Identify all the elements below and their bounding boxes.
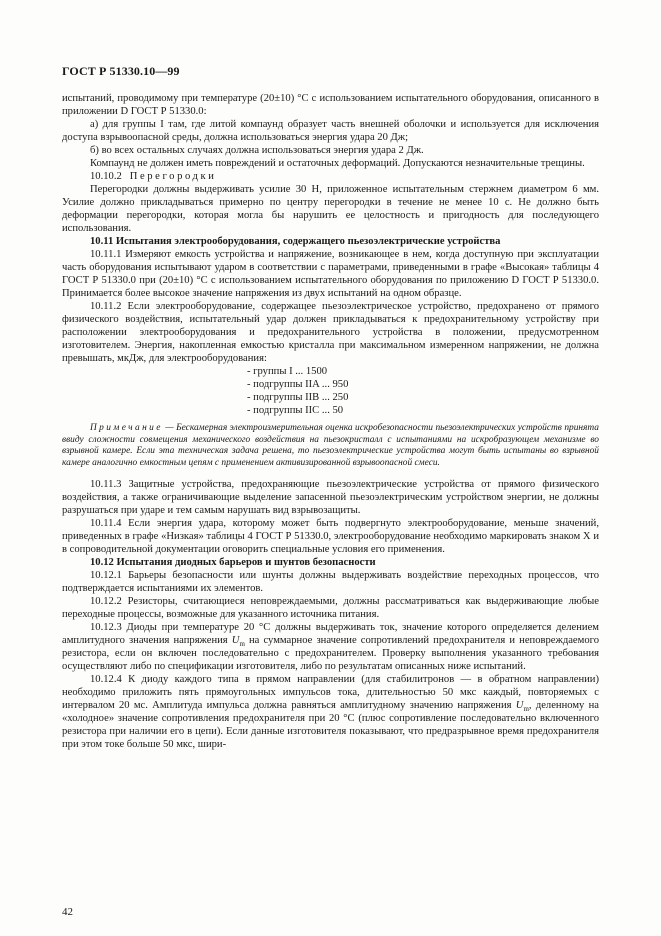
voltage-symbol: U [231, 634, 240, 646]
voltage-subscript: m [523, 704, 529, 713]
paragraph-text: на суммарное значение сопротивлений предохранителя и неповреждаемого резистора, если он включен последовательно с предохранителем. Проверку выполнения указанного требования осуществляют либо по спецификации изготовителя, либо по результатам описанных ниже испытаний. [62, 634, 599, 672]
paragraph: Перегородки должны выдерживать усилие 30 Н, приложенное испытательным стержнем диаметром 6 мм. Усилие должно прикладываться примерно по центру перегородки в течение не менее 10 с. Не должно быть деформации перегородки, которая могла бы нарушить ее целостность и пригодность для последующего использования. [62, 184, 599, 234]
paragraph: Компаунд не должен иметь повреждений и остаточных деформаций. Допускаются незначительные трещины. [90, 158, 585, 169]
note-label: Примечание [90, 423, 163, 433]
paragraph: 10.11.1 Измеряют емкость устройства и напряжение, возникающее в нем, когда доступную при эксплуатации часть оборудования испытывают ударом в соответствии с параметрами, приведенными в графе «Высокая» таблицы 4 ГОСТ Р 51330.0 при (20±10) °С с использованием испытательного оборудования по приложению D ГОСТ Р 51330.0. Принимается более высокое значение напряжения из двух испытаний на одном образце. [62, 249, 599, 299]
list-item: - подгруппы IIA ... 950 [247, 379, 349, 390]
voltage-symbol: U [515, 699, 524, 711]
paragraph: 10.11.3 Защитные устройства, предохраняющие пьезоэлектрические устройства от прямого физического воздействия, а также ограничивающие выделение запасенной пьезоэлектрическим устройством энергии, не должны разрушаться при ударе и тем самым нарушать вид взрывозащиты. [62, 478, 599, 516]
paragraph-text: 10.12.3 Диоды при температуре 20 °С должны выдерживать ток, значение которого определяется делением амплитудного значения напряжения [62, 621, 599, 646]
paragraph: 10.11.2 Если электрооборудование, содержащее пьезоэлектрическое устройство, предохранено от прямого физического воздействия, испытательный удар должен прикладываться к предохранительному устройству при расположении электрооборудования и предохранительного устройства в положении, предусмотренном изготовителем. Энергия, накопленная емкостью кристалла при максимальном измеренном напряжении, не должна превышать, мкДж, для электрооборудования: [62, 301, 599, 364]
note-text: — Бескамерная электроизмерительная оценка искробезопасности пьезоэлектрических устройств принята ввиду сложности совмещения механического воздействия на пьезокристалл с испытаниями на искробразующем механизме во взрывной камере. Если эта техническая задача решена, то пьезоэлектрические устройства могут быть испытаны во взрывной камере аналогично емкостным цепям с применением активизированной взрывоопасной смеси. [62, 423, 599, 469]
note [62, 423, 599, 470]
document-body [62, 92, 599, 751]
section-heading: 10.12 Испытания диодных барьеров и шунтов безопасности [90, 556, 376, 568]
list-item: - подгруппы IIB ... 250 [247, 392, 349, 403]
subsection-title: Перегородки [129, 171, 217, 182]
paragraph: 10.12.2 Резисторы, считающиеся неповреждаемыми, должны рассматриваться как выдерживающие любые переходные процессы, возможные для указанного источника питания. [62, 595, 599, 620]
paragraph-text: , деленному на «холодное» значение сопротивления предохранителя при 20 °С (плюс сопротивление последовательно включенного резистора при наличии его в цепи). Если данные изготовителя показывают, что предразрывное время предохранителя при этом токе больше 50 мкс, шири- [62, 699, 599, 750]
paragraph: а) для группы I там, где литой компаунд образует часть внешней оболочки и используется для исключения доступа взрывоопасной среды, должна использоваться энергия удара 20 Дж; [62, 119, 599, 143]
paragraph: 10.11.4 Если энергия удара, которому может быть подвергнуто электрооборудование, меньше значений, приведенных в графе «Низкая» таблицы 4 ГОСТ Р 51330.0, электрооборудование необходимо маркировать знаком X и в сопроводительной документации оговорить специальные условия его применения. [62, 517, 599, 555]
list-item: - группы I ... 1500 [247, 366, 328, 377]
energy-limits-list [62, 365, 599, 417]
paragraph [62, 673, 599, 751]
voltage-subscript: m [239, 639, 245, 648]
paragraph: испытаний, проводимому при температуре (20±10) °С с использованием испытательного оборудования, описанного в приложении D ГОСТ Р 51330.0: [62, 93, 599, 117]
paragraph-text: 10.12.4 К диоду каждого типа в прямом направлении (для стабилитронов — в обратном направлении) необходимо приложить пять прямоугольных импульсов тока, длительностью 50 мкс каждый, повторяемых с интервалом 20 мс. Амплитуда импульса должна равняться амплитудному значению напряжения [62, 673, 599, 711]
document-header: ГОСТ Р 51330.10—99 [62, 64, 180, 78]
paragraph [62, 621, 599, 673]
page-number: 42 [62, 906, 73, 918]
paragraph: 10.12.1 Барьеры безопасности или шунты должны выдерживать воздействие переходных процессов, что подтверждается испытаниями их элементов. [62, 569, 599, 594]
section-heading: 10.11 Испытания электрооборудования, содержащего пьезоэлектрические устройства [90, 236, 501, 247]
list-item: - подгруппы IIC ... 50 [247, 405, 344, 416]
subsection-heading [62, 170, 599, 183]
subsection-number: 10.10.2 [90, 171, 122, 182]
paragraph: б) во всех остальных случаях должна использоваться энергия удара 2 Дж. [90, 145, 424, 156]
